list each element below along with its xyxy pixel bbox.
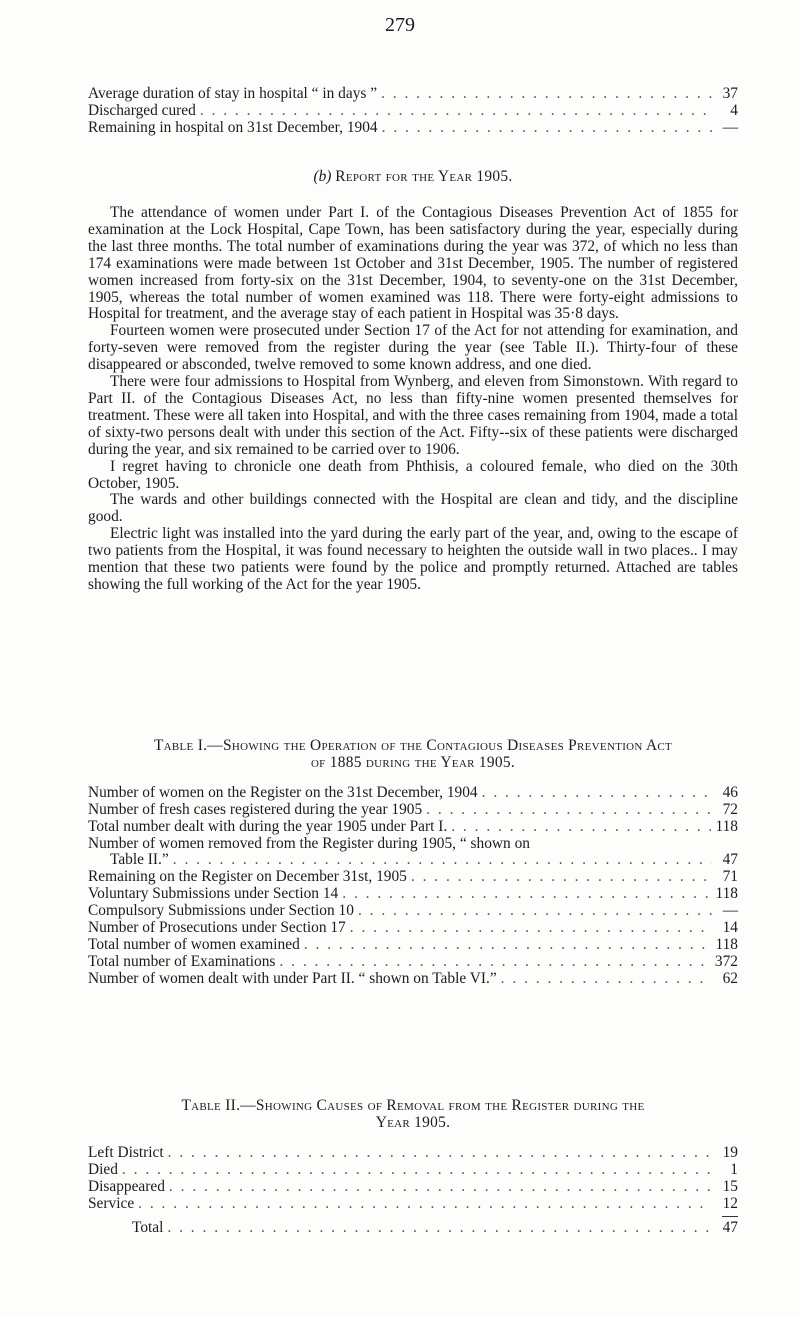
dot-leader [482,785,712,802]
row-value: 12 [722,1194,738,1212]
table-1-row [88,869,738,886]
total-rule [722,1216,738,1217]
row-label: Voluntary Submissions under Section 14 [88,885,339,903]
dot-leader [382,120,712,137]
row-label: Compulsory Submissions under Section 10 [88,902,354,920]
table-1-row [88,954,738,971]
report-heading [88,169,738,186]
table-2-row [88,1196,738,1213]
table-1-title-line: of 1885 during the Year 1905. [310,753,516,771]
row-value: 15 [722,1177,738,1195]
report-paragraph: The wards and other buildings connected with the Hospital are clean and tidy, and the discipline good. [88,491,738,526]
stat-label: Discharged cured [88,101,196,119]
row-label: Disappeared [88,1177,165,1195]
page-number: 279 [385,14,415,36]
dot-leader [279,954,710,971]
report-heading-prefix: (b) [313,168,332,185]
stat-label: Remaining in hospital on 31st December, 1904 [88,118,378,136]
top-stats [88,86,738,137]
row-label: Number of women removed from the Register during 1905, “ shown on [88,834,530,852]
row-value: 118 [715,885,738,903]
row-label: Table II.” [110,851,169,869]
report-body [88,205,738,594]
table-1 [88,738,738,988]
row-value: 19 [722,1143,738,1161]
row-value: 72 [722,800,738,818]
report-paragraph: I regret having to chronicle one death from Phthisis, a coloured female, who died on the 30th October, 1905. [88,457,738,492]
row-label: Number of women on the Register on the 31st December, 1904 [88,783,478,801]
stat-row [88,103,738,120]
row-label: Total number of women examined [88,935,300,953]
row-label: Died [88,1160,118,1178]
row-value: — [722,902,738,920]
row-value: 118 [715,935,738,953]
table-1-title [88,738,738,772]
report-paragraph: Electric light was installed into the yard during the early part of the year, and, owing to the escape of two patients from the Hospital, it was found necessary to heighten the outside wall in two places.. I may mention that these two patients were found by the police and promptly returned. Attached are tables showing the full working of the Act for the year 1905. [88,525,738,593]
stat-row [88,86,738,103]
table-1-row [88,819,738,836]
dot-leader [342,886,711,903]
report-paragraph: The attendance of women under Part I. of the Contagious Diseases Prevention Act of 1855 for examination at the Lock Hospital, Cape Town, has been satisfactory during the year, especially during the last three months. The total number of examinations during the year was 372, of which no less than 174 examinations were made between 1st October and 31st December, 1905. The number of registered women increased from forty-six on the 31st December, 1904, to seventy-one on the 31st December, 1905, whereas the total number of women examined was 118. There were forty-eight admissions to Hospital for treatment, and the average stay of each patient in Hospital was 35·8 days. [88,204,738,323]
row-label: Number of fresh cases registered during the year 1905 [88,800,423,818]
table-1-row [88,903,738,920]
row-value: 372 [714,952,738,970]
table-1-row [88,785,738,802]
dot-leader [173,852,712,869]
dot-leader [169,1179,712,1196]
dot-leader [411,869,712,886]
table-2-title [88,1098,738,1132]
dot-leader [304,937,712,954]
table-1-row [88,920,738,937]
dot-leader [350,920,712,937]
total-value: 47 [722,1219,738,1237]
table-2-row [88,1145,738,1162]
dot-leader [381,86,712,103]
stat-value: — [722,118,738,136]
row-label: Number of Prosecutions under Section 17 [88,919,346,937]
row-value: 14 [722,919,738,937]
stat-label: Average duration of stay in hospital “ in days ” [88,85,378,102]
row-label: Left District [88,1143,164,1161]
dot-leader [358,903,712,920]
table-2-title-line: Table II.—Showing Causes of Removal from the Register during the [181,1097,645,1114]
row-value: 71 [722,868,738,886]
total-label: Total [132,1219,164,1237]
row-value: 47 [722,851,738,869]
report-heading-text: Report for the Year 1905. [335,168,513,185]
report-paragraph: There were four admissions to Hospital from Wynberg, and eleven from Simonstown. With regard to Part II. of the Contagious Diseases Act, no less than fifty-nine women presented themselves for treatment. These were all taken into Hospital, and with the three cases remaining from 1904, made a total of sixty-two persons dealt with under this section of the Act. Fifty--six of these patients were discharged during the year, and six remained to be carried over to 1906. [88,373,738,458]
stat-value: 37 [722,85,738,102]
row-value: 118 [715,817,738,835]
dot-leader [138,1196,712,1213]
dot-leader [426,802,712,819]
dot-leader [501,971,712,988]
table-1-row [88,886,738,903]
table-1-row [88,971,738,988]
stat-value: 4 [730,101,738,119]
report-paragraph: Fourteen women were prosecuted under Section 17 of the Act for not attending for examination, and forty-seven were removed from the register during the year (see Table II.). Thirty-four of these disappeared or absconded, twelve removed to some known address, and one died. [88,322,738,374]
row-label: Total number of Examinations [88,952,276,970]
table-1-title-line: Table I.—Showing the Operation of the Contagious Diseases Prevention Act [153,737,673,754]
table-2-title-line: Year 1905. [375,1113,451,1131]
stat-row [88,120,738,137]
dot-leader [167,1220,712,1237]
dot-leader [122,1162,712,1179]
dot-leader [168,1145,712,1162]
table-1-row [88,802,738,819]
row-label: Remaining on the Register on December 31st, 1905 [88,868,407,886]
table-2 [88,1098,738,1237]
row-label: Number of women dealt with under Part II. “ shown on Table VI.” [88,969,497,987]
table-1-row [88,836,738,853]
table-2-row [88,1179,738,1196]
row-label: Service [88,1194,135,1212]
row-value: 46 [722,783,738,801]
table-1-row [88,937,738,954]
table-2-row [88,1162,738,1179]
row-value: 1 [730,1160,738,1178]
row-label: Total number dealt with during the year 1905 under Part I. [88,817,448,835]
dot-leader [451,819,711,836]
table-1-row [88,852,738,869]
dot-leader [200,103,712,120]
row-value: 62 [722,969,738,987]
table-2-total-row [88,1220,738,1237]
